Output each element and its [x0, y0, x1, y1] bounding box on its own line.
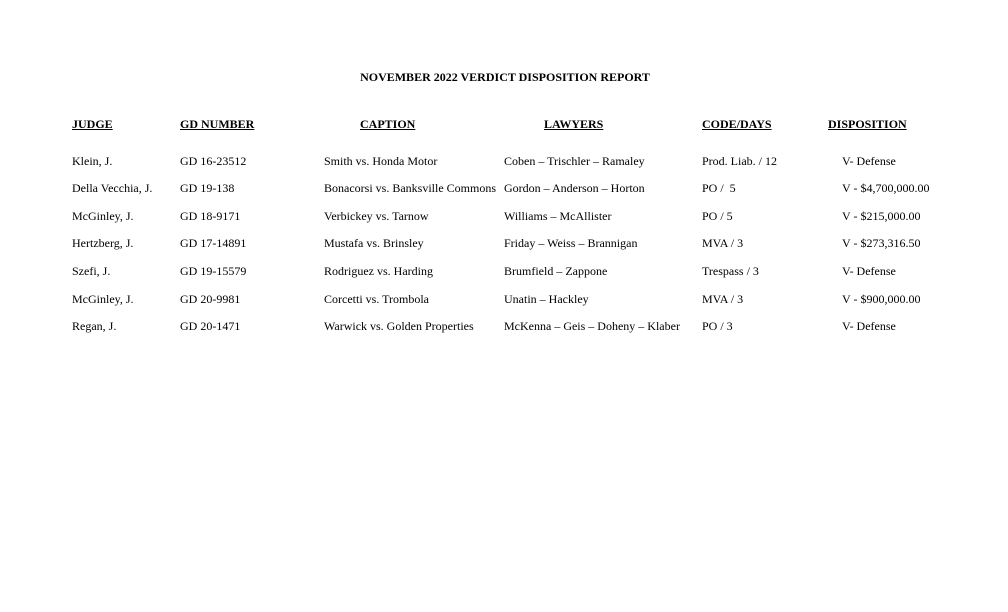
lawyers-cell: Friday – Weiss – Brannigan — [504, 236, 638, 250]
code-days-cell: PO / 5 — [702, 181, 736, 195]
gd-number-cell: GD 17-14891 — [180, 236, 247, 250]
lawyers-cell: Coben – Trischler – Ramaley — [504, 154, 645, 168]
table-row — [0, 264, 1008, 284]
disposition-cell: V- Defense — [842, 319, 896, 333]
lawyers-cell: Gordon – Anderson – Horton — [504, 181, 645, 195]
code-days-cell: Trespass / 3 — [702, 264, 759, 278]
lawyers-cell: McKenna – Geis – Doheny – Klaber — [504, 319, 680, 333]
judge-cell: Della Vecchia, J. — [72, 181, 153, 195]
table-row — [0, 154, 1008, 174]
header-code-days: CODE/DAYS — [702, 117, 772, 131]
disposition-cell: V - $273,316.50 — [842, 236, 921, 250]
gd-number-cell: GD 18-9171 — [180, 209, 241, 223]
disposition-cell: V - $900,000.00 — [842, 292, 921, 306]
table-row — [0, 181, 1008, 201]
judge-cell: McGinley, J. — [72, 209, 134, 223]
table-row — [0, 209, 1008, 229]
header-judge: JUDGE — [72, 117, 113, 131]
header-lawyers: LAWYERS — [544, 117, 604, 131]
lawyers-cell: Brumfield – Zappone — [504, 264, 608, 278]
caption-cell: Mustafa vs. Brinsley — [324, 236, 424, 250]
judge-cell: Szefi, J. — [72, 264, 111, 278]
gd-number-cell: GD 19-138 — [180, 181, 235, 195]
gd-number-cell: GD 19-15579 — [180, 264, 247, 278]
caption-cell: Smith vs. Honda Motor — [324, 154, 438, 168]
gd-number-cell: GD 16-23512 — [180, 154, 247, 168]
header-disposition: DISPOSITION — [828, 117, 907, 131]
disposition-cell: V- Defense — [842, 264, 896, 278]
judge-cell: Hertzberg, J. — [72, 236, 134, 250]
code-days-cell: MVA / 3 — [702, 292, 744, 306]
judge-cell: Klein, J. — [72, 154, 113, 168]
code-days-cell: PO / 3 — [702, 319, 733, 333]
caption-cell: Corcetti vs. Trombola — [324, 292, 430, 306]
table-row — [0, 236, 1008, 256]
code-days-cell: PO / 5 — [702, 209, 733, 223]
caption-cell: Warwick vs. Golden Properties — [324, 319, 474, 333]
code-days-cell: Prod. Liab. / 12 — [702, 154, 777, 168]
judge-cell: Regan, J. — [72, 319, 117, 333]
lawyers-cell: Unatin – Hackley — [504, 292, 589, 306]
caption-cell: Bonacorsi vs. Banksville Commons — [324, 181, 496, 195]
judge-cell: McGinley, J. — [72, 292, 134, 306]
report-title: NOVEMBER 2022 VERDICT DISPOSITION REPORT — [360, 70, 650, 84]
caption-cell: Rodriguez vs. Harding — [324, 264, 433, 278]
caption-cell: Verbickey vs. Tarnow — [324, 209, 429, 223]
header-gd-number: GD NUMBER — [180, 117, 255, 131]
table-row — [0, 319, 1008, 339]
disposition-cell: V - $215,000.00 — [842, 209, 921, 223]
disposition-cell: V- Defense — [842, 154, 896, 168]
lawyers-cell: Williams – McAllister — [504, 209, 612, 223]
header-caption: CAPTION — [360, 117, 416, 131]
disposition-cell: V - $4,700,000.00 — [842, 181, 930, 195]
table-row — [0, 292, 1008, 312]
code-days-cell: MVA / 3 — [702, 236, 744, 250]
gd-number-cell: GD 20-9981 — [180, 292, 241, 306]
gd-number-cell: GD 20-1471 — [180, 319, 241, 333]
